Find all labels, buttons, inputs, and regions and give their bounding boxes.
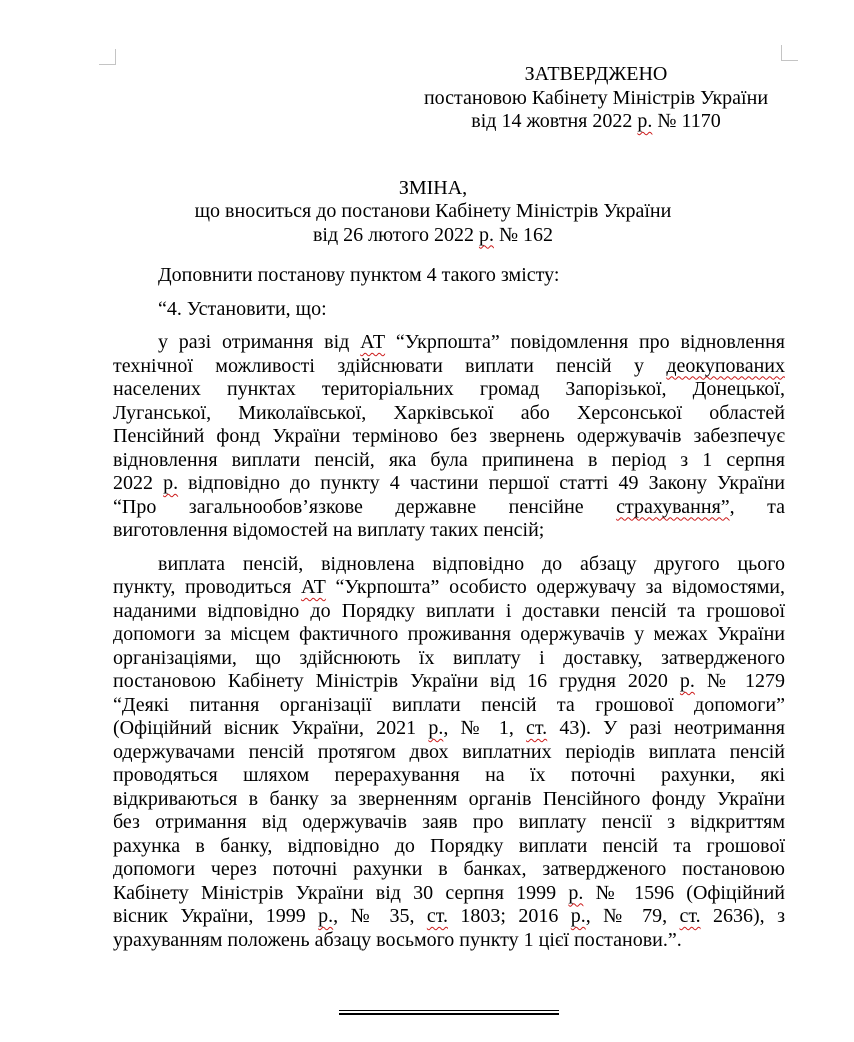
paragraph	[113, 298, 785, 322]
text-line	[113, 600, 785, 624]
text-segment: (Офіційний вісник України, 2021	[113, 717, 429, 739]
text-segment: рахунка в банку, відповідно до Порядку виплати пенсій та грошової	[113, 834, 785, 857]
text-segment: Кабінету Міністрів України від 30 серпня 1999	[113, 881, 569, 904]
text-segment: населених пунктах територіальних громад Запорізької, Донецької,	[113, 378, 785, 400]
text-line	[113, 355, 785, 379]
misspelled-text: р.	[163, 472, 179, 494]
text-line	[113, 929, 785, 953]
document-body	[113, 264, 785, 952]
misspelled-text: ст.	[426, 905, 448, 927]
text-segment: 2022	[113, 472, 164, 494]
text-line	[113, 623, 785, 647]
text-segment: , № 79,	[585, 905, 680, 927]
text-segment: допомоги за місцем фактичного проживання одержувачів у межах України	[113, 623, 785, 645]
text-line	[113, 519, 785, 543]
misspelled-text: страхування”	[616, 495, 730, 518]
text-line	[113, 298, 785, 322]
document-content	[113, 63, 785, 1015]
text-segment: без отримання від одержувачів заяв про виплату пенсії з відкриттям	[113, 811, 785, 833]
text-line	[113, 177, 753, 201]
text-line	[113, 647, 785, 671]
text-line	[113, 835, 785, 859]
text-segment: від 14 жовтня 2022	[471, 110, 638, 132]
text-line	[113, 496, 785, 520]
text-segment: технічної можливості здійснювати виплати пенсій у	[113, 354, 667, 377]
misspelled-text: р.	[568, 881, 584, 904]
text-segment: у разі отримання від	[158, 331, 361, 353]
text-segment: одержувачами пенсій протягом двох виплатних періодів виплата пенсій	[113, 740, 785, 763]
text-segment: 1803; 2016	[448, 905, 571, 927]
text-segment: ЗАТВЕРДЖЕНО	[524, 63, 668, 85]
paragraph	[113, 331, 785, 543]
text-segment: відновлення виплати пенсій, яка була припинена в період з 1 серпня	[113, 448, 785, 471]
misspelled-text: р.	[570, 905, 586, 927]
text-segment: 2636), з	[700, 905, 785, 927]
text-line	[113, 858, 785, 882]
text-segment: , № 35,	[333, 905, 427, 927]
text-line	[113, 882, 785, 906]
text-segment: допомоги через поточні рахунки в банках, затвердженого постановою	[113, 858, 785, 880]
text-line	[413, 87, 779, 111]
text-segment: постановою Кабінету Міністрів України від 16 грудня 2020	[113, 670, 680, 692]
text-line	[113, 717, 785, 741]
text-segment: відкриваються в банку за зверненням органів Пенсійного фонду України	[113, 787, 785, 810]
text-line	[113, 670, 785, 694]
text-segment: що вноситься до постанови Кабінету Міністрів України	[194, 200, 672, 222]
text-segment: наданими відповідно до Порядку виплати і доставки пенсій та грошової	[113, 599, 785, 622]
text-segment: пункту, проводиться	[113, 576, 301, 598]
text-segment: № 1170	[652, 110, 721, 132]
text-segment: вісник України, 1999	[113, 905, 319, 927]
text-boundary-mark-top-right	[781, 45, 798, 61]
misspelled-text: ст.	[679, 905, 701, 927]
text-segment: Луганської, Миколаївської, Харківської або Херсонської областей	[113, 401, 785, 424]
text-segment: ЗМІНА,	[398, 176, 468, 199]
text-segment: відповідно до пункту 4 частини першої статті 49 Закону України	[178, 472, 785, 494]
text-segment: виготовлення відомостей на виплату таких пенсій;	[113, 519, 545, 541]
text-line	[113, 811, 785, 835]
text-line	[113, 788, 785, 812]
paragraph	[113, 553, 785, 953]
text-segment: “Про загальнообов’язкове державне пенсійне	[113, 495, 617, 518]
text-segment: від 26 лютого 2022	[312, 223, 479, 246]
text-line	[113, 449, 785, 473]
text-segment: , та	[729, 495, 785, 518]
text-segment: № 1279	[694, 670, 785, 692]
approval-block	[413, 63, 779, 134]
paragraph	[113, 264, 785, 288]
misspelled-text: АТ	[300, 576, 326, 598]
text-segment: організаціями, що здійснюють їх виплату і доставку, затвердженого	[113, 646, 785, 669]
misspelled-text: р.	[679, 670, 695, 692]
text-line	[113, 200, 753, 224]
text-line	[113, 378, 785, 402]
text-segment: проводяться шляхом перерахування на їх поточні рахунки, які	[113, 764, 785, 786]
text-segment: № 1596 (Офіційний	[583, 881, 785, 904]
text-line	[113, 741, 785, 765]
text-segment: “Укрпошта” повідомлення про відновлення	[385, 331, 785, 353]
text-line	[413, 63, 779, 87]
misspelled-text: р.	[637, 110, 653, 132]
misspelled-text: АТ	[360, 331, 386, 353]
text-line	[113, 905, 785, 929]
text-line	[113, 553, 785, 577]
text-segment: , № 1,	[443, 717, 527, 739]
text-segment: 43). У разі неотримання	[547, 717, 785, 739]
text-segment: “Укрпошта” особисто одержувачу за відомостями,	[325, 576, 785, 598]
misspelled-text: р.	[318, 905, 334, 927]
text-segment: Доповнити постанову пунктом 4 такого змісту:	[158, 264, 560, 286]
text-line	[113, 224, 753, 248]
text-line	[113, 576, 785, 600]
section-divider	[339, 1010, 559, 1015]
misspelled-text: деокупованих	[666, 354, 785, 377]
text-line	[413, 110, 779, 134]
text-segment: виплата пенсій, відновлена відповідно до абзацу другого цього	[158, 552, 785, 575]
misspelled-text: ст.	[526, 717, 548, 739]
text-segment: постановою Кабінету Міністрів України	[423, 86, 769, 109]
text-segment: урахуванням положень абзацу восьмого пункту 1 цієї постанови.”.	[113, 928, 682, 951]
title-block	[113, 177, 753, 248]
text-line	[113, 764, 785, 788]
text-segment: № 162	[493, 223, 554, 246]
text-segment: “Деякі питання організації виплати пенсій та грошової допомоги”	[113, 693, 785, 716]
misspelled-text: р.	[428, 717, 444, 739]
text-line	[113, 402, 785, 426]
text-segment: “4. Установити, що:	[158, 297, 327, 320]
text-line	[113, 425, 785, 449]
text-line	[113, 264, 785, 288]
text-line	[113, 331, 785, 355]
text-line	[113, 472, 785, 496]
text-line	[113, 694, 785, 718]
misspelled-text: р.	[478, 223, 494, 246]
text-segment: Пенсійний фонд України терміново без звернень одержувачів забезпечує	[113, 425, 785, 447]
